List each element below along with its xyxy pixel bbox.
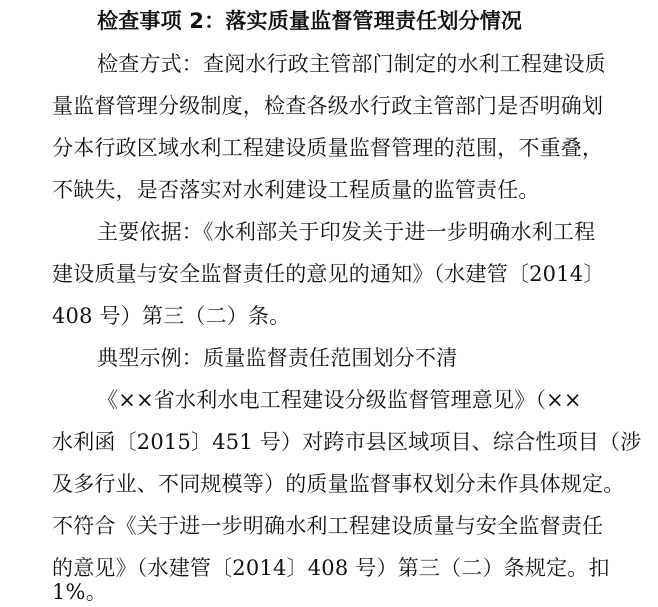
paragraph-line: 408 号）第三（二）条。 <box>52 304 291 328</box>
paragraph-line: 分本行政区域水利工程建设质量监督管理的范围，不重叠， <box>52 136 604 160</box>
paragraph-line: 不缺失，是否落实对水利建设工程质量的监管责任。 <box>52 178 540 202</box>
paragraph-line: 水利函〔2015〕451 号）对跨市县区域项目、综合性项目（涉 <box>52 430 642 454</box>
paragraph-line: 量监督管理分级制度，检查各级水行政主管部门是否明确划 <box>52 94 604 118</box>
paragraph-line: 《××省水利水电工程建设分级监督管理意见》（×× <box>97 388 582 412</box>
paragraph-line: 及多行业、不同规模等）的质量监督事权划分未作具体规定。 <box>52 472 625 496</box>
paragraph-line: 建设质量与安全监督责任的意见的通知》（水建管〔2014〕 <box>52 262 605 286</box>
paragraph-line: 不符合《关于进一步明确水利工程建设质量与安全监督责任 <box>52 514 604 538</box>
paragraph-line: 检查方式：查阅水行政主管部门制定的水利工程建设质 <box>97 52 606 76</box>
paragraph-line: 的意见》（水建管〔2014〕408 号）第三（二）条规定。扣 <box>52 556 610 580</box>
section-heading: 检查事项 2：落实质量监督管理责任划分情况 <box>97 9 523 33</box>
paragraph-line: 典型示例：质量监督责任范围划分不清 <box>97 346 458 370</box>
paragraph-line: 1%。 <box>52 580 107 604</box>
paragraph-line: 主要依据：《水利部关于印发关于进一步明确水利工程 <box>97 220 596 244</box>
